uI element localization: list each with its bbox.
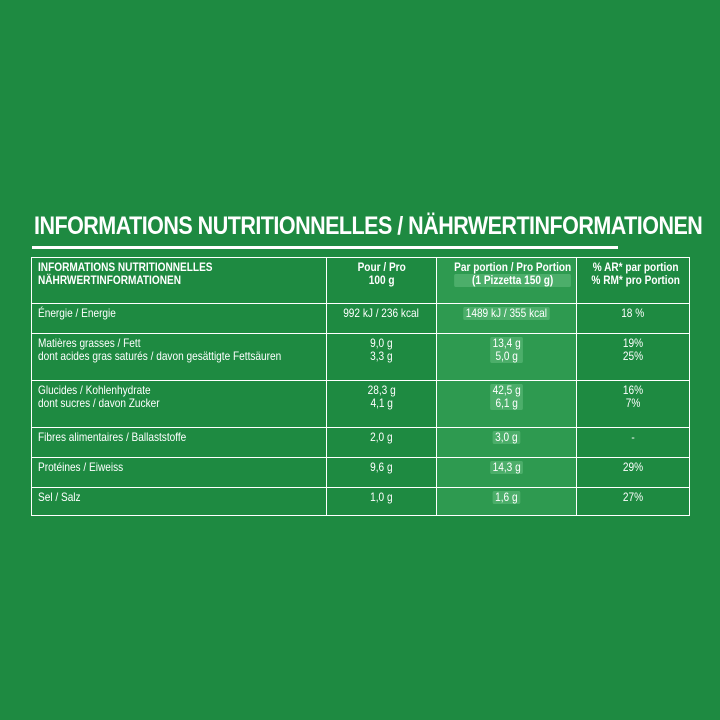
- ar-sub-value: 25%: [622, 349, 644, 363]
- row-label: Glucides / Kohlenhydrate: [38, 383, 151, 397]
- header-label-cell: [32, 258, 327, 304]
- per100-sub-value: 4,1 g: [370, 396, 393, 410]
- ar-value: 16%: [622, 383, 644, 397]
- ar-sub-value: 7%: [625, 396, 641, 410]
- portion-value: 42,5 g: [492, 383, 521, 397]
- header-ar-cell: [577, 258, 690, 304]
- portion-value: 14,3 g: [490, 461, 523, 474]
- ar-value: -: [631, 430, 635, 444]
- row-label: Matières grasses / Fett: [38, 336, 141, 350]
- table-row-carbohydrates: [32, 381, 690, 428]
- row-label: Énergie / Energie: [38, 306, 116, 320]
- portion-value: 1,6 g: [493, 491, 520, 504]
- header-portion-line2: (1 Pizzetta 150 g): [454, 274, 571, 287]
- header-per100-line1: Pour / Pro: [357, 260, 406, 274]
- header-per100-line2: 100 g: [368, 273, 395, 287]
- page-title: INFORMATIONS NUTRITIONNELLES / NÄHRWERTINFORMATIONEN: [34, 212, 703, 240]
- header-label-line2: NÄHRWERTINFORMATIONEN: [38, 273, 181, 287]
- table-row-energy: [32, 304, 690, 334]
- ar-value: 27%: [622, 490, 644, 504]
- table-header-row: [32, 258, 690, 304]
- per100-value: 9,6 g: [370, 460, 393, 474]
- row-label: Fibres alimentaires / Ballaststoffe: [38, 430, 187, 444]
- row-label: Protéines / Eiweiss: [38, 460, 124, 474]
- header-label-line1: INFORMATIONS NUTRITIONNELLES: [38, 260, 213, 274]
- ar-value: 29%: [622, 460, 644, 474]
- table-row-protein: [32, 458, 690, 488]
- header-portion-line1: Par portion / Pro Portion: [454, 260, 572, 274]
- per100-value: 2,0 g: [370, 430, 393, 444]
- portion-sub-value: 6,1 g: [495, 396, 518, 410]
- portion-value: 13,4 g: [492, 336, 521, 350]
- ar-value: 18 %: [621, 306, 645, 320]
- table-row-salt: [32, 488, 690, 516]
- row-label: Sel / Salz: [38, 490, 81, 504]
- header-ar-line1: % AR* par portion: [592, 260, 679, 274]
- per100-value: 1,0 g: [370, 490, 393, 504]
- header-ar-line2: % RM* pro Portion: [591, 273, 680, 287]
- portion-value: 3,0 g: [493, 431, 520, 444]
- row-sub-label: dont sucres / davon Zucker: [38, 396, 160, 410]
- per100-sub-value: 3,3 g: [370, 349, 393, 363]
- portion-sub-value: 5,0 g: [495, 349, 518, 363]
- portion-value: 1489 kJ / 355 kcal: [463, 307, 549, 320]
- ar-value: 19%: [622, 336, 644, 350]
- table-row-fibre: [32, 428, 690, 458]
- table-row-fat: [32, 334, 690, 381]
- per100-value: 992 kJ / 236 kcal: [343, 306, 420, 320]
- nutrition-table: [31, 257, 690, 516]
- per100-value: 28,3 g: [367, 383, 396, 397]
- header-portion-cell: [437, 258, 577, 304]
- row-sub-label: dont acides gras saturés / davon gesättigte Fettsäuren: [38, 349, 282, 363]
- header-per100-cell: [327, 258, 437, 304]
- title-underline: [32, 246, 618, 249]
- per100-value: 9,0 g: [370, 336, 393, 350]
